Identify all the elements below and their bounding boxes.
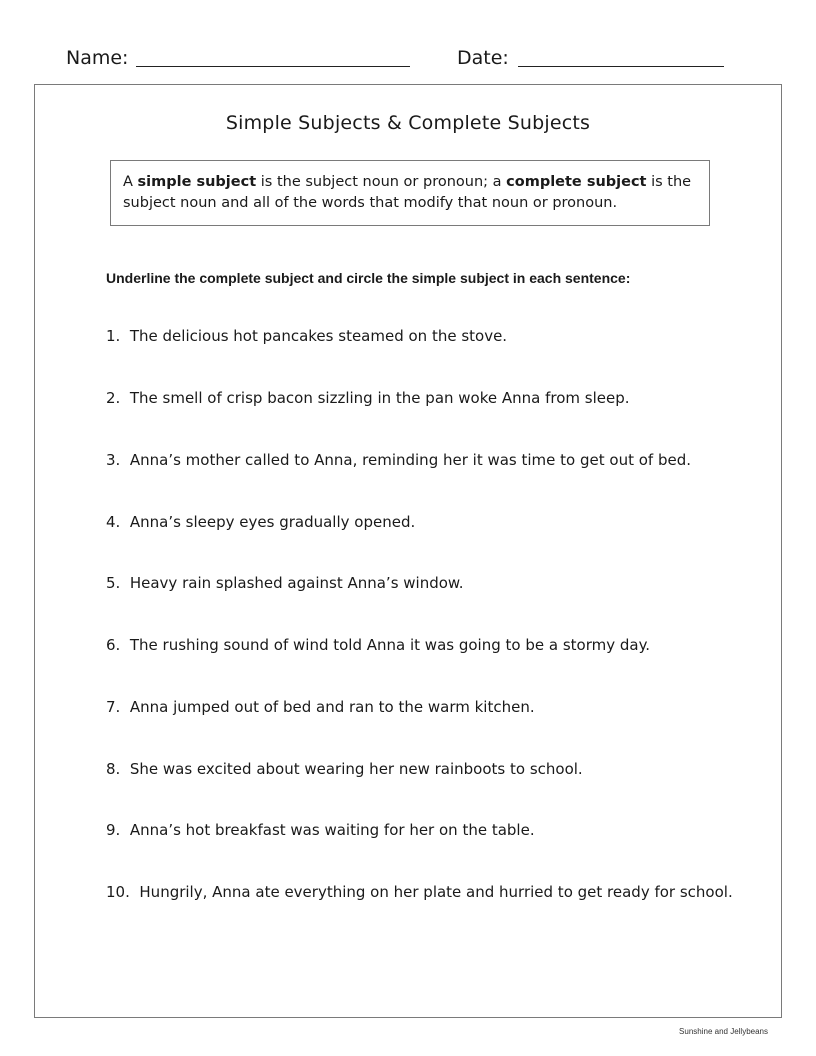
definition-box	[110, 160, 710, 226]
term-complete-subject: complete subject	[506, 174, 647, 190]
question-item	[106, 821, 535, 839]
question-item	[106, 760, 583, 778]
question-text[interactable]: The delicious hot pancakes steamed on the stove.	[129, 327, 508, 345]
question-item	[106, 636, 650, 654]
definition-text-a: A	[123, 174, 138, 190]
page-title: Simple Subjects & Complete Subjects	[225, 112, 591, 134]
question-number: 3.	[106, 451, 121, 469]
question-item	[106, 698, 535, 716]
question-text[interactable]: Heavy rain splashed against Anna’s window.	[129, 574, 464, 592]
question-number: 10.	[106, 883, 130, 901]
question-item	[106, 513, 415, 531]
question-number: 7.	[106, 698, 121, 716]
question-number: 6.	[106, 636, 121, 654]
question-text[interactable]: Anna’s hot breakfast was waiting for her on the table.	[129, 821, 535, 839]
question-number: 2.	[106, 389, 121, 407]
date-label: Date:	[457, 47, 509, 69]
name-label: Name:	[66, 47, 129, 69]
question-text[interactable]: Anna’s sleepy eyes gradually opened.	[129, 513, 416, 531]
question-number: 1.	[106, 327, 121, 345]
question-text[interactable]: Anna jumped out of bed and ran to the warm kitchen.	[129, 698, 535, 716]
question-number: 5.	[106, 574, 121, 592]
question-item	[106, 327, 507, 345]
date-field-line[interactable]	[518, 66, 724, 67]
question-text[interactable]: Hungrily, Anna ate everything on her plate and hurried to get ready for school.	[139, 883, 733, 901]
question-text[interactable]: The smell of crisp bacon sizzling in the pan woke Anna from sleep.	[129, 389, 630, 407]
question-number: 8.	[106, 760, 121, 778]
instructions: Underline the complete subject and circle the simple subject in each sentence:	[106, 270, 631, 286]
term-simple-subject: simple subject	[137, 174, 257, 190]
definition-text-mid: is the subject noun or pronoun; a	[256, 174, 507, 190]
question-text[interactable]: Anna’s mother called to Anna, reminding her it was time to get out of bed.	[129, 451, 691, 469]
definition-text-tail: is the subject noun and all of the words that modify that noun or pronoun.	[123, 174, 692, 211]
question-number: 9.	[106, 821, 121, 839]
question-item	[106, 451, 691, 469]
question-item	[106, 389, 630, 407]
question-item	[106, 574, 464, 592]
question-text[interactable]: The rushing sound of wind told Anna it was going to be a stormy day.	[129, 636, 651, 654]
name-field-line[interactable]	[136, 66, 410, 67]
footer-credit: Sunshine and Jellybeans	[679, 1027, 768, 1036]
question-number: 4.	[106, 513, 121, 531]
header	[0, 46, 816, 74]
question-text[interactable]: She was excited about wearing her new rainboots to school.	[129, 760, 583, 778]
question-item	[106, 883, 733, 901]
